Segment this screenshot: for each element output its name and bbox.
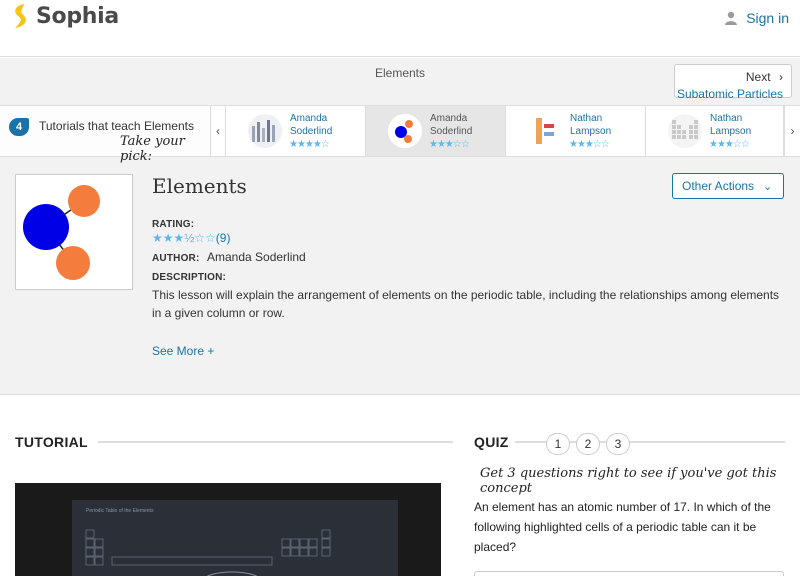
carousel-next-button[interactable]: [784, 106, 800, 156]
tutorial-image: [15, 174, 133, 290]
tutorial-author: Nathan Lampson: [710, 113, 752, 137]
rating: [152, 231, 230, 245]
rating-count[interactable]: (9): [215, 231, 231, 245]
tutorial-author: Amanda Soderlind: [290, 113, 333, 137]
breadcrumb: Elements: [374, 66, 426, 80]
video-player[interactable]: [15, 483, 441, 576]
brand-name: Sophia: [36, 3, 119, 29]
author-name: Amanda Soderlind: [207, 250, 306, 264]
video-frame: [72, 500, 398, 576]
sophia-logo[interactable]: [10, 2, 119, 30]
tutorial-count-badge: 4: [9, 118, 29, 136]
tutorial-rating-stars: ★★★☆☆: [569, 139, 609, 150]
tutorial-rating-stars: ★★★★☆: [289, 139, 329, 150]
next-label: Next: [745, 70, 771, 84]
next-tutorial-title: Subatomic Particles: [676, 87, 783, 101]
tutorial-carousel: [0, 105, 800, 164]
quiz-heading: QUIZ: [474, 434, 509, 450]
chevron-right-icon: ›: [779, 70, 783, 84]
carousel-intro: [0, 106, 210, 164]
tutorial-card[interactable]: [646, 106, 784, 156]
tutorial-thumbnail: [388, 114, 422, 148]
description-label: DESCRIPTION:: [152, 272, 227, 283]
sophia-logo-icon: [10, 2, 32, 30]
sign-in-link[interactable]: [724, 10, 789, 26]
tutorial-rating-stars: ★★★☆☆: [429, 139, 469, 150]
tutorial-thumbnail: [248, 114, 282, 148]
user-icon: [724, 11, 738, 25]
tutorial-heading: TUTORIAL: [15, 434, 88, 450]
other-actions-dropdown[interactable]: [672, 173, 784, 199]
rating-label: RATING:: [152, 219, 195, 230]
rating-stars: ★★★½☆☆: [152, 231, 216, 245]
chevron-right-icon: ›: [790, 124, 795, 138]
quiz-hint: Get 3 questions right to see if you've got this concept: [480, 466, 777, 496]
answer-option[interactable]: [474, 571, 784, 576]
carousel-subtitle: Take your pick:: [120, 134, 185, 164]
chevron-left-icon: ‹: [216, 124, 220, 138]
next-tutorial-button[interactable]: [674, 64, 792, 101]
author-label: AUTHOR:: [152, 253, 200, 264]
quiz-step-2[interactable]: 2: [576, 433, 600, 455]
tutorial-author: Nathan Lampson: [570, 113, 612, 137]
description-text: This lesson will explain the arrangement of elements on the periodic table, including the relationships among elements in a given column or row.: [152, 288, 780, 320]
tutorial-thumbnail: [528, 114, 562, 148]
tutorial-card[interactable]: [506, 106, 646, 156]
sign-in-label: Sign in: [746, 10, 789, 26]
see-more-link[interactable]: See More +: [152, 344, 215, 358]
tutorial-rating-stars: ★★★☆☆: [709, 139, 749, 150]
other-actions-label: Other Actions: [682, 179, 755, 193]
video-caption: Periodic Table of the Elements: [86, 508, 154, 514]
carousel-prev-button[interactable]: [210, 106, 226, 156]
quiz-question: An element has an atomic number of 17. In which of the following highlighted cells of a periodic table can it be placed?: [474, 500, 771, 554]
tutorial-author: Amanda Soderlind: [430, 113, 473, 137]
quiz-step-3[interactable]: 3: [606, 433, 630, 455]
tutorial-title: Elements: [152, 174, 247, 198]
carousel-title: Tutorials that teach Elements: [39, 119, 194, 133]
divider: [98, 441, 453, 443]
tutorial-thumbnail: [668, 114, 702, 148]
tutorial-card-current[interactable]: [366, 106, 506, 156]
site-header: [0, 0, 800, 57]
tutorial-card[interactable]: [226, 106, 366, 156]
chevron-down-icon: ⌄: [763, 180, 773, 193]
quiz-step-1[interactable]: 1: [546, 433, 570, 455]
